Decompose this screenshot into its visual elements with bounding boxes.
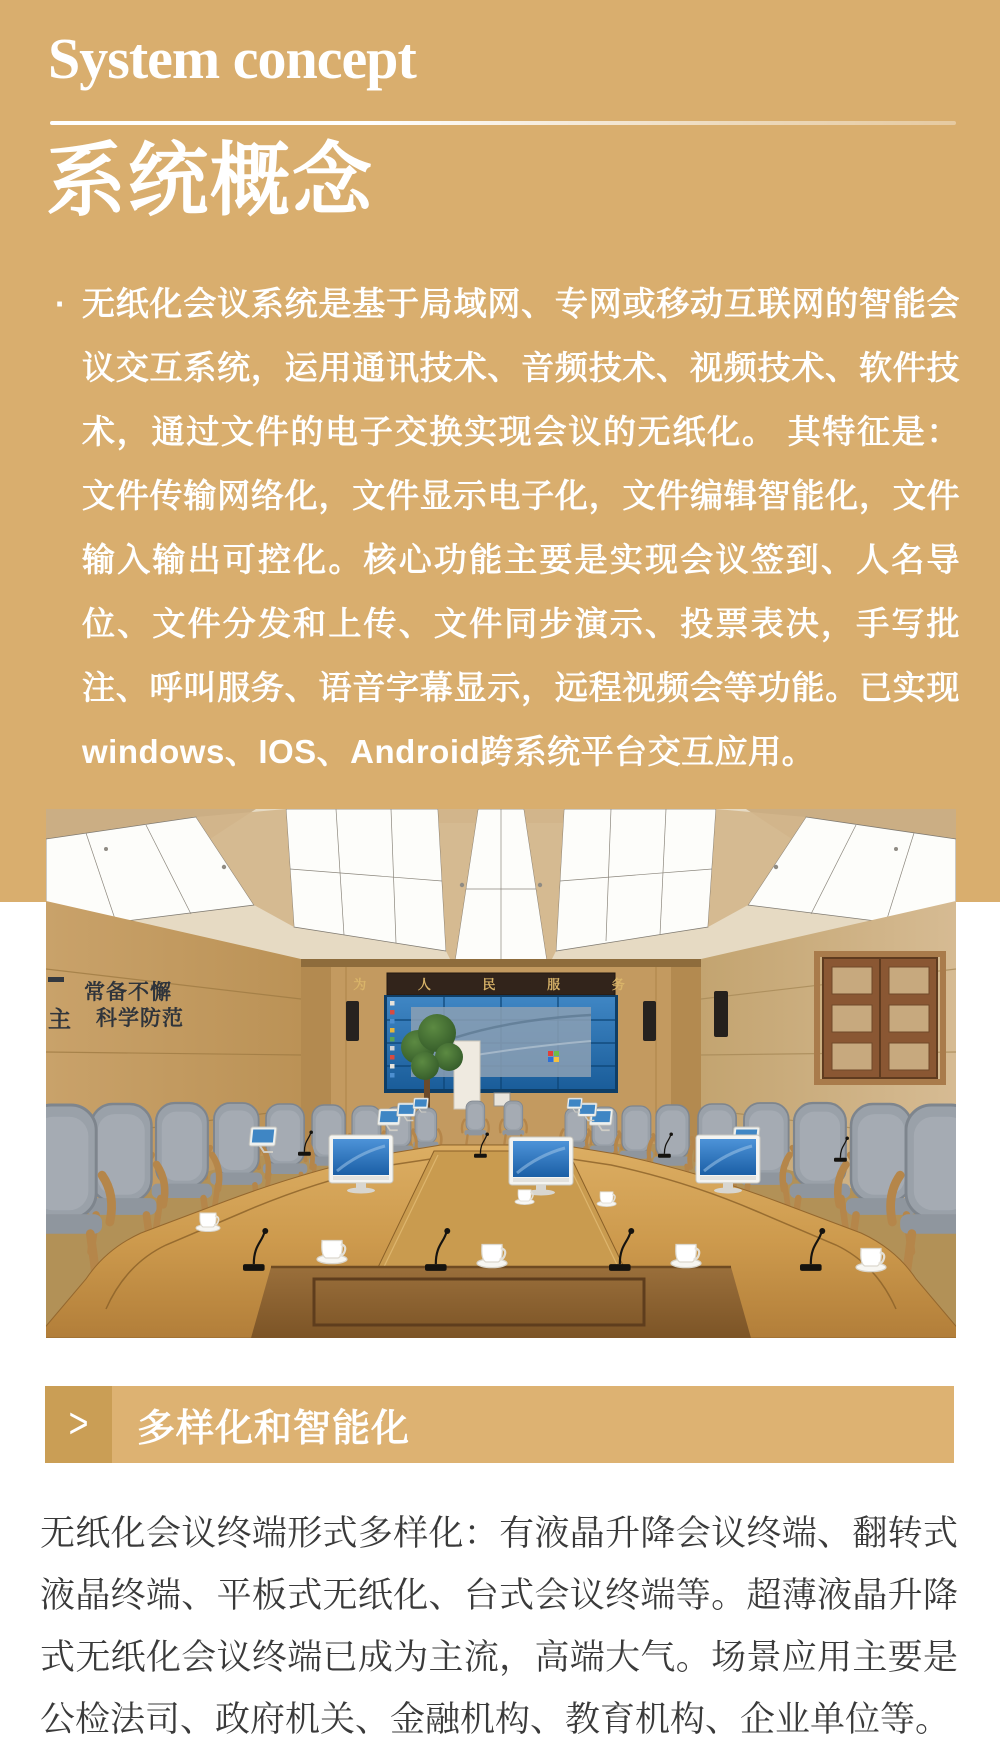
page-title-en: System concept [48,26,416,91]
banner-text: 为 人 民 服 务 [353,977,649,992]
section-title: 多样化和智能化 [137,1408,411,1450]
chevron-right-icon: > [68,1400,89,1448]
title-divider [50,121,956,125]
chevron-box [45,1386,112,1463]
intro-paragraph [55,272,960,784]
wall-slogan-line2: 科学防范 [96,1007,184,1030]
section-header [45,1386,954,1463]
wall-slogan-line1: 常备不懈 [84,981,172,1004]
conference-room-photo [46,809,956,1338]
body-paragraph: 无纸化会议终端形式多样化：有液晶升降会议终端、翻转式液晶终端、平板式无纸化、台式会议终端等。超薄液晶升降式无纸化会议终端已成为主流，高端大气。场景应用主要是公检法司、政府机关、金融机构、教育机构、企业单位等。 [40,1514,958,1739]
bullet-dot: · [55,285,66,322]
wall-banner [353,973,648,995]
conference-room-illustration [46,809,956,1338]
desktop-icons [390,1001,395,1078]
wall-slogan-fragment [48,977,64,982]
page-title-zh: 系统概念 [46,136,374,225]
wall-slogan-partial: 主 [48,1006,71,1032]
wooden-door [817,954,943,1082]
intro-text: 无纸化会议系统是基于局域网、专网或移动互联网的智能会议交互系统，运用通讯技术、音频技术、视频技术、软件技术，通过文件的电子交换实现会议的无纸化。 其特征是：文件传输网络化，文件显示电子化，文件编辑智能化，文件输入输出可控化。核心功能主要是实现会议签到、人名导位、文件分发和上传、文件同步演示、投票表决，手写批注、呼叫服务、语音字幕显示，远程视频会等功能。已实现windows、IOS、Android跨系统平台交互应用。 [82,285,960,770]
